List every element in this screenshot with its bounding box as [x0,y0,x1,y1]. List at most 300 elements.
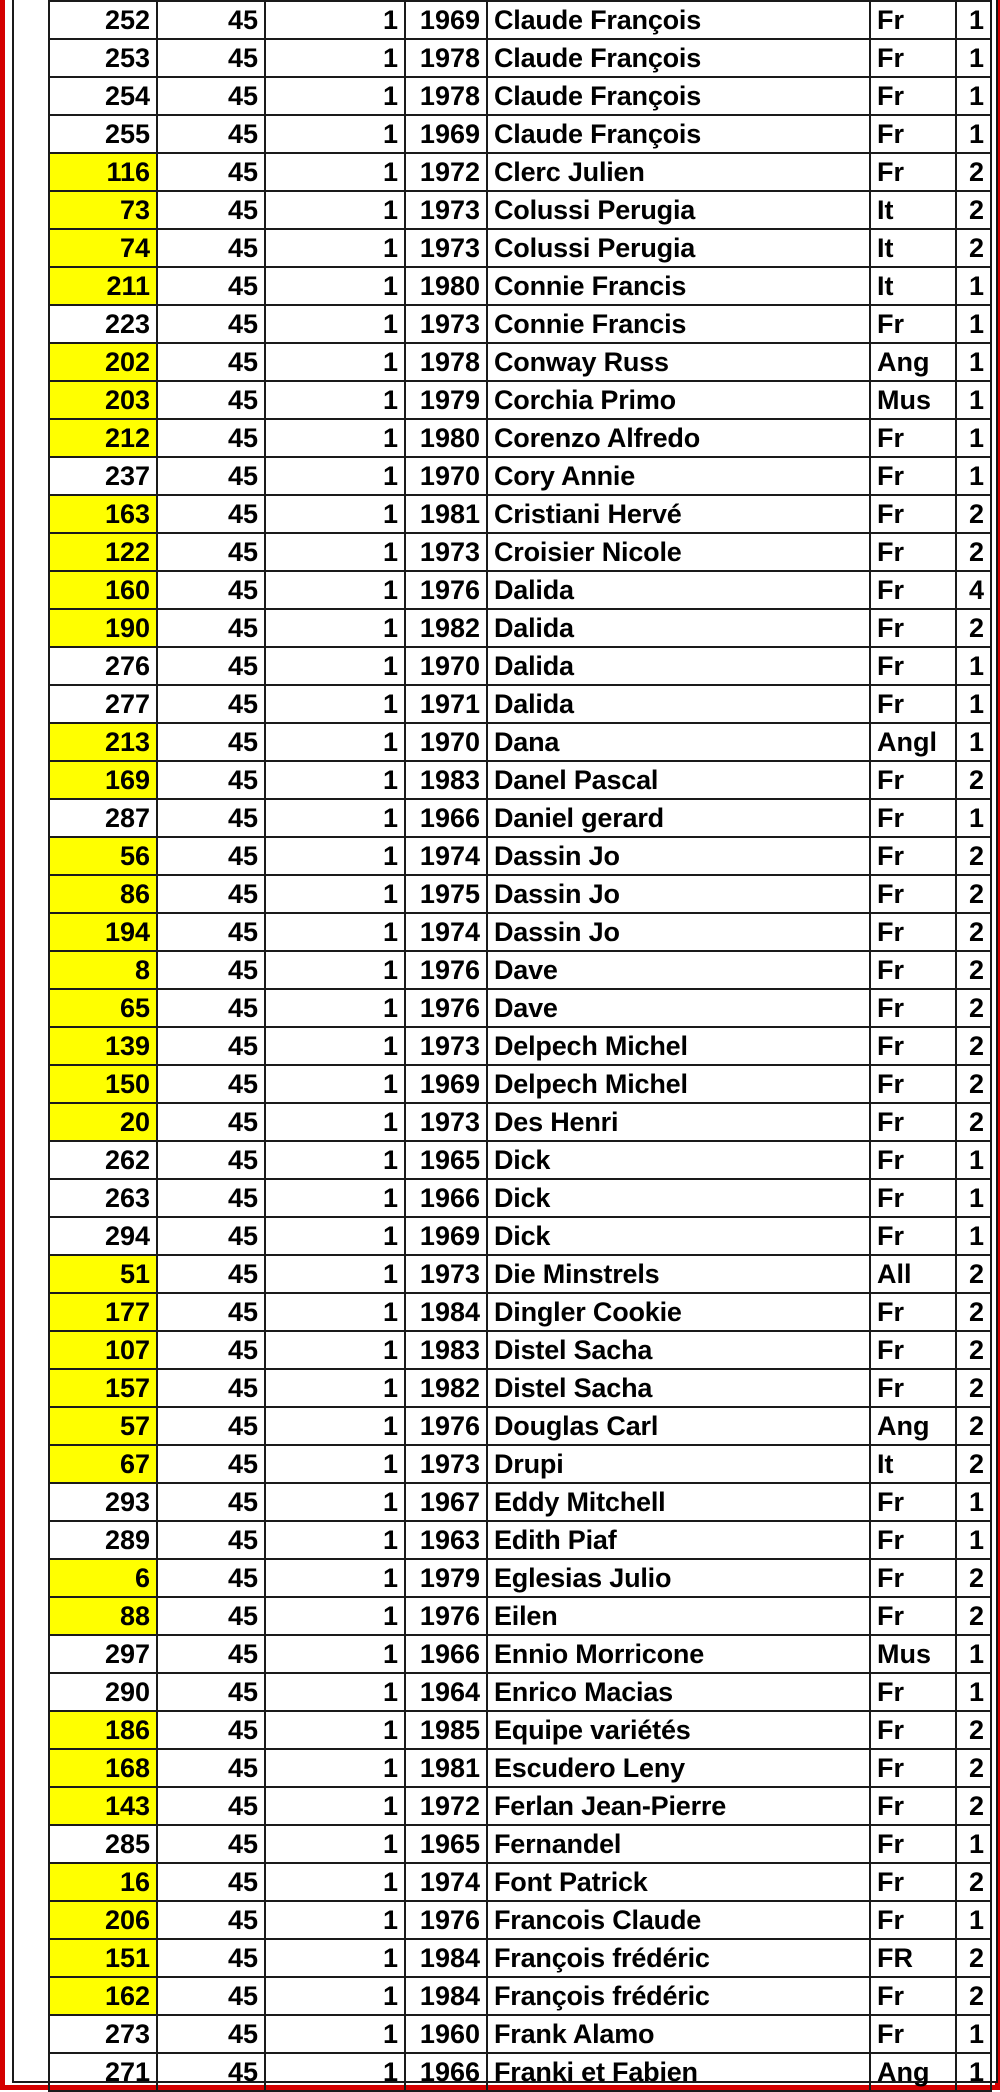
count-cell: 2 [956,989,991,1027]
language-cell: Fr [870,1749,956,1787]
language-cell: Fr [870,1217,956,1255]
artist-cell: Dalida [487,609,870,647]
artist-cell: Enrico Macias [487,1673,870,1711]
count-cell: 1 [956,1521,991,1559]
year-cell: 1973 [405,1027,487,1065]
language-cell: Fr [870,913,956,951]
count-cell: 2 [956,837,991,875]
language-cell: It [870,229,956,267]
table-row [49,837,991,875]
language-cell: Fr [870,1103,956,1141]
table-row [49,153,991,191]
format-cell: 45 [157,609,265,647]
quantity-cell: 1 [265,1901,405,1939]
id-cell: 285 [49,1825,157,1863]
quantity-cell: 1 [265,1483,405,1521]
year-cell: 1969 [405,1217,487,1255]
quantity-cell: 1 [265,837,405,875]
count-cell: 2 [956,1293,991,1331]
year-cell: 1971 [405,685,487,723]
count-cell: 1 [956,1635,991,1673]
language-cell: Fr [870,1673,956,1711]
artist-cell: Danel Pascal [487,761,870,799]
year-cell: 1982 [405,1369,487,1407]
id-cell: 88 [49,1597,157,1635]
table-row [49,1027,991,1065]
count-cell: 1 [956,419,991,457]
language-cell: Fr [870,1977,956,2015]
format-cell: 45 [157,2015,265,2053]
quantity-cell: 1 [265,229,405,267]
language-cell: It [870,267,956,305]
language-cell: Fr [870,1825,956,1863]
count-cell: 1 [956,799,991,837]
language-cell: Fr [870,571,956,609]
artist-cell: Dingler Cookie [487,1293,870,1331]
id-cell: 139 [49,1027,157,1065]
artist-cell: Daniel gerard [487,799,870,837]
count-cell: 1 [956,1483,991,1521]
language-cell: FR [870,1939,956,1977]
artist-cell: Claude François [487,77,870,115]
year-cell: 1965 [405,1141,487,1179]
quantity-cell: 1 [265,761,405,799]
table-row [49,1445,991,1483]
format-cell: 45 [157,1901,265,1939]
year-cell: 1976 [405,571,487,609]
count-cell: 2 [956,533,991,571]
language-cell: Fr [870,609,956,647]
count-cell: 1 [956,267,991,305]
id-cell: 163 [49,495,157,533]
count-cell: 1 [956,1217,991,1255]
format-cell: 45 [157,647,265,685]
id-cell: 177 [49,1293,157,1331]
year-cell: 1981 [405,495,487,533]
records-table-body [49,1,991,2091]
table-row [49,115,991,153]
id-cell: 297 [49,1635,157,1673]
language-cell: Fr [870,951,956,989]
count-cell: 2 [956,1065,991,1103]
artist-cell: Dick [487,1179,870,1217]
format-cell: 45 [157,989,265,1027]
language-cell: It [870,1445,956,1483]
language-cell: Fr [870,647,956,685]
table-row [49,951,991,989]
id-cell: 202 [49,343,157,381]
format-cell: 45 [157,1255,265,1293]
artist-cell: Corchia Primo [487,381,870,419]
year-cell: 1969 [405,1,487,39]
artist-cell: Dick [487,1217,870,1255]
count-cell: 2 [956,495,991,533]
language-cell: Fr [870,799,956,837]
artist-cell: Colussi Perugia [487,191,870,229]
year-cell: 1973 [405,1255,487,1293]
year-cell: 1984 [405,1293,487,1331]
id-cell: 293 [49,1483,157,1521]
language-cell: Fr [870,419,956,457]
id-cell: 271 [49,2053,157,2091]
id-cell: 74 [49,229,157,267]
quantity-cell: 1 [265,647,405,685]
count-cell: 1 [956,2053,991,2091]
table-row [49,913,991,951]
table-row [49,1635,991,1673]
artist-cell: Delpech Michel [487,1065,870,1103]
artist-cell: François frédéric [487,1939,870,1977]
language-cell: Fr [870,77,956,115]
format-cell: 45 [157,1217,265,1255]
artist-cell: Fernandel [487,1825,870,1863]
count-cell: 4 [956,571,991,609]
table-row [49,1407,991,1445]
format-cell: 45 [157,875,265,913]
quantity-cell: 1 [265,2053,405,2091]
table-row [49,1179,991,1217]
format-cell: 45 [157,1331,265,1369]
year-cell: 1973 [405,191,487,229]
id-cell: 237 [49,457,157,495]
count-cell: 1 [956,647,991,685]
table-row [49,1787,991,1825]
year-cell: 1985 [405,1711,487,1749]
language-cell: Fr [870,457,956,495]
language-cell: Fr [870,39,956,77]
year-cell: 1975 [405,875,487,913]
year-cell: 1965 [405,1825,487,1863]
language-cell: Angl [870,723,956,761]
year-cell: 1973 [405,229,487,267]
quantity-cell: 1 [265,799,405,837]
id-cell: 162 [49,1977,157,2015]
table-row [49,267,991,305]
language-cell: Fr [870,1331,956,1369]
year-cell: 1984 [405,1977,487,2015]
table-row [49,2053,991,2091]
artist-cell: Corenzo Alfredo [487,419,870,457]
year-cell: 1980 [405,419,487,457]
count-cell: 2 [956,1977,991,2015]
count-cell: 1 [956,1141,991,1179]
quantity-cell: 1 [265,1027,405,1065]
year-cell: 1974 [405,1863,487,1901]
count-cell: 2 [956,1445,991,1483]
count-cell: 2 [956,1711,991,1749]
table-row [49,1673,991,1711]
count-cell: 2 [956,1939,991,1977]
year-cell: 1970 [405,457,487,495]
table-row [49,685,991,723]
quantity-cell: 1 [265,457,405,495]
artist-cell: Croisier Nicole [487,533,870,571]
artist-cell: Eglesias Julio [487,1559,870,1597]
format-cell: 45 [157,837,265,875]
table-row [49,1939,991,1977]
artist-cell: Eddy Mitchell [487,1483,870,1521]
language-cell: Fr [870,989,956,1027]
format-cell: 45 [157,1141,265,1179]
artist-cell: François frédéric [487,1977,870,2015]
quantity-cell: 1 [265,1217,405,1255]
quantity-cell: 1 [265,267,405,305]
artist-cell: Drupi [487,1445,870,1483]
year-cell: 1974 [405,837,487,875]
format-cell: 45 [157,305,265,343]
format-cell: 45 [157,1179,265,1217]
table-row [49,419,991,457]
artist-cell: Cristiani Hervé [487,495,870,533]
format-cell: 45 [157,1711,265,1749]
format-cell: 45 [157,685,265,723]
table-row [49,1749,991,1787]
artist-cell: Clerc Julien [487,153,870,191]
id-cell: 160 [49,571,157,609]
table-row [49,647,991,685]
id-cell: 255 [49,115,157,153]
language-cell: Fr [870,1483,956,1521]
language-cell: Fr [870,837,956,875]
format-cell: 45 [157,1825,265,1863]
count-cell: 1 [956,1901,991,1939]
table-row [49,1369,991,1407]
language-cell: Fr [870,1293,956,1331]
quantity-cell: 1 [265,1103,405,1141]
id-cell: 20 [49,1103,157,1141]
count-cell: 2 [956,1027,991,1065]
quantity-cell: 1 [265,1331,405,1369]
artist-cell: Distel Sacha [487,1369,870,1407]
artist-cell: Eilen [487,1597,870,1635]
language-cell: Fr [870,2015,956,2053]
quantity-cell: 1 [265,1369,405,1407]
artist-cell: Dalida [487,647,870,685]
quantity-cell: 1 [265,533,405,571]
year-cell: 1974 [405,913,487,951]
table-row [49,761,991,799]
id-cell: 223 [49,305,157,343]
format-cell: 45 [157,267,265,305]
format-cell: 45 [157,1787,265,1825]
quantity-cell: 1 [265,495,405,533]
count-cell: 2 [956,1749,991,1787]
count-cell: 2 [956,153,991,191]
artist-cell: Edith Piaf [487,1521,870,1559]
table-row [49,1977,991,2015]
quantity-cell: 1 [265,343,405,381]
quantity-cell: 1 [265,609,405,647]
artist-cell: Cory Annie [487,457,870,495]
language-cell: Fr [870,1027,956,1065]
id-cell: 16 [49,1863,157,1901]
table-row [49,305,991,343]
artist-cell: Claude François [487,39,870,77]
table-row [49,229,991,267]
artist-cell: Dana [487,723,870,761]
year-cell: 1981 [405,1749,487,1787]
language-cell: Fr [870,1369,956,1407]
year-cell: 1972 [405,1787,487,1825]
table-row [49,1293,991,1331]
artist-cell: Dassin Jo [487,837,870,875]
count-cell: 1 [956,685,991,723]
table-row [49,989,991,1027]
artist-cell: Ferlan Jean-Pierre [487,1787,870,1825]
artist-cell: Colussi Perugia [487,229,870,267]
id-cell: 86 [49,875,157,913]
quantity-cell: 1 [265,1065,405,1103]
year-cell: 1978 [405,39,487,77]
format-cell: 45 [157,533,265,571]
id-cell: 253 [49,39,157,77]
language-cell: Fr [870,533,956,571]
artist-cell: Dick [487,1141,870,1179]
language-cell: Fr [870,1559,956,1597]
language-cell: Fr [870,1521,956,1559]
language-cell: Fr [870,1787,956,1825]
quantity-cell: 1 [265,571,405,609]
format-cell: 45 [157,1521,265,1559]
year-cell: 1976 [405,989,487,1027]
quantity-cell: 1 [265,1787,405,1825]
format-cell: 45 [157,1369,265,1407]
artist-cell: Connie Francis [487,305,870,343]
artist-cell: Ennio Morricone [487,1635,870,1673]
format-cell: 45 [157,1939,265,1977]
format-cell: 45 [157,1103,265,1141]
id-cell: 290 [49,1673,157,1711]
quantity-cell: 1 [265,1255,405,1293]
count-cell: 2 [956,951,991,989]
quantity-cell: 1 [265,989,405,1027]
format-cell: 45 [157,2053,265,2091]
artist-cell: Douglas Carl [487,1407,870,1445]
table-row [49,1331,991,1369]
quantity-cell: 1 [265,77,405,115]
table-row [49,1711,991,1749]
format-cell: 45 [157,1,265,39]
artist-cell: Die Minstrels [487,1255,870,1293]
count-cell: 2 [956,229,991,267]
table-row [49,1597,991,1635]
format-cell: 45 [157,115,265,153]
count-cell: 1 [956,1825,991,1863]
count-cell: 1 [956,343,991,381]
id-cell: 252 [49,1,157,39]
table-row [49,1559,991,1597]
artist-cell: Dave [487,951,870,989]
table-row [49,1141,991,1179]
format-cell: 45 [157,1407,265,1445]
format-cell: 45 [157,571,265,609]
year-cell: 1967 [405,1483,487,1521]
format-cell: 45 [157,77,265,115]
format-cell: 45 [157,419,265,457]
count-cell: 2 [956,609,991,647]
id-cell: 6 [49,1559,157,1597]
id-cell: 294 [49,1217,157,1255]
id-cell: 289 [49,1521,157,1559]
id-cell: 51 [49,1255,157,1293]
language-cell: Fr [870,1597,956,1635]
table-row [49,1,991,39]
quantity-cell: 1 [265,1407,405,1445]
language-cell: Fr [870,1065,956,1103]
format-cell: 45 [157,229,265,267]
quantity-cell: 1 [265,1825,405,1863]
id-cell: 168 [49,1749,157,1787]
table-row [49,495,991,533]
format-cell: 45 [157,1065,265,1103]
artist-cell: Equipe variétés [487,1711,870,1749]
language-cell: Fr [870,115,956,153]
records-table [48,0,992,2092]
artist-cell: Dassin Jo [487,913,870,951]
id-cell: 212 [49,419,157,457]
format-cell: 45 [157,495,265,533]
id-cell: 263 [49,1179,157,1217]
artist-cell: Franki et Fabien [487,2053,870,2091]
year-cell: 1978 [405,77,487,115]
year-cell: 1966 [405,2053,487,2091]
table-row [49,1217,991,1255]
table-row [49,1825,991,1863]
year-cell: 1969 [405,1065,487,1103]
table-row [49,799,991,837]
format-cell: 45 [157,1597,265,1635]
format-cell: 45 [157,951,265,989]
year-cell: 1983 [405,1331,487,1369]
quantity-cell: 1 [265,1293,405,1331]
artist-cell: Dalida [487,571,870,609]
table-row [49,1255,991,1293]
year-cell: 1973 [405,1445,487,1483]
year-cell: 1980 [405,267,487,305]
language-cell: Fr [870,685,956,723]
table-row [49,343,991,381]
id-cell: 65 [49,989,157,1027]
count-cell: 2 [956,1369,991,1407]
id-cell: 56 [49,837,157,875]
year-cell: 1966 [405,799,487,837]
table-row [49,723,991,761]
count-cell: 1 [956,77,991,115]
year-cell: 1978 [405,343,487,381]
id-cell: 151 [49,1939,157,1977]
id-cell: 206 [49,1901,157,1939]
artist-cell: Dassin Jo [487,875,870,913]
count-cell: 1 [956,1179,991,1217]
language-cell: Fr [870,875,956,913]
count-cell: 1 [956,457,991,495]
quantity-cell: 1 [265,1179,405,1217]
format-cell: 45 [157,1293,265,1331]
id-cell: 57 [49,1407,157,1445]
artist-cell: Conway Russ [487,343,870,381]
count-cell: 2 [956,1559,991,1597]
artist-cell: Francois Claude [487,1901,870,1939]
format-cell: 45 [157,191,265,229]
quantity-cell: 1 [265,1141,405,1179]
count-cell: 2 [956,1787,991,1825]
language-cell: Fr [870,153,956,191]
year-cell: 1970 [405,723,487,761]
year-cell: 1969 [405,115,487,153]
count-cell: 2 [956,1597,991,1635]
count-cell: 1 [956,2015,991,2053]
id-cell: 254 [49,77,157,115]
